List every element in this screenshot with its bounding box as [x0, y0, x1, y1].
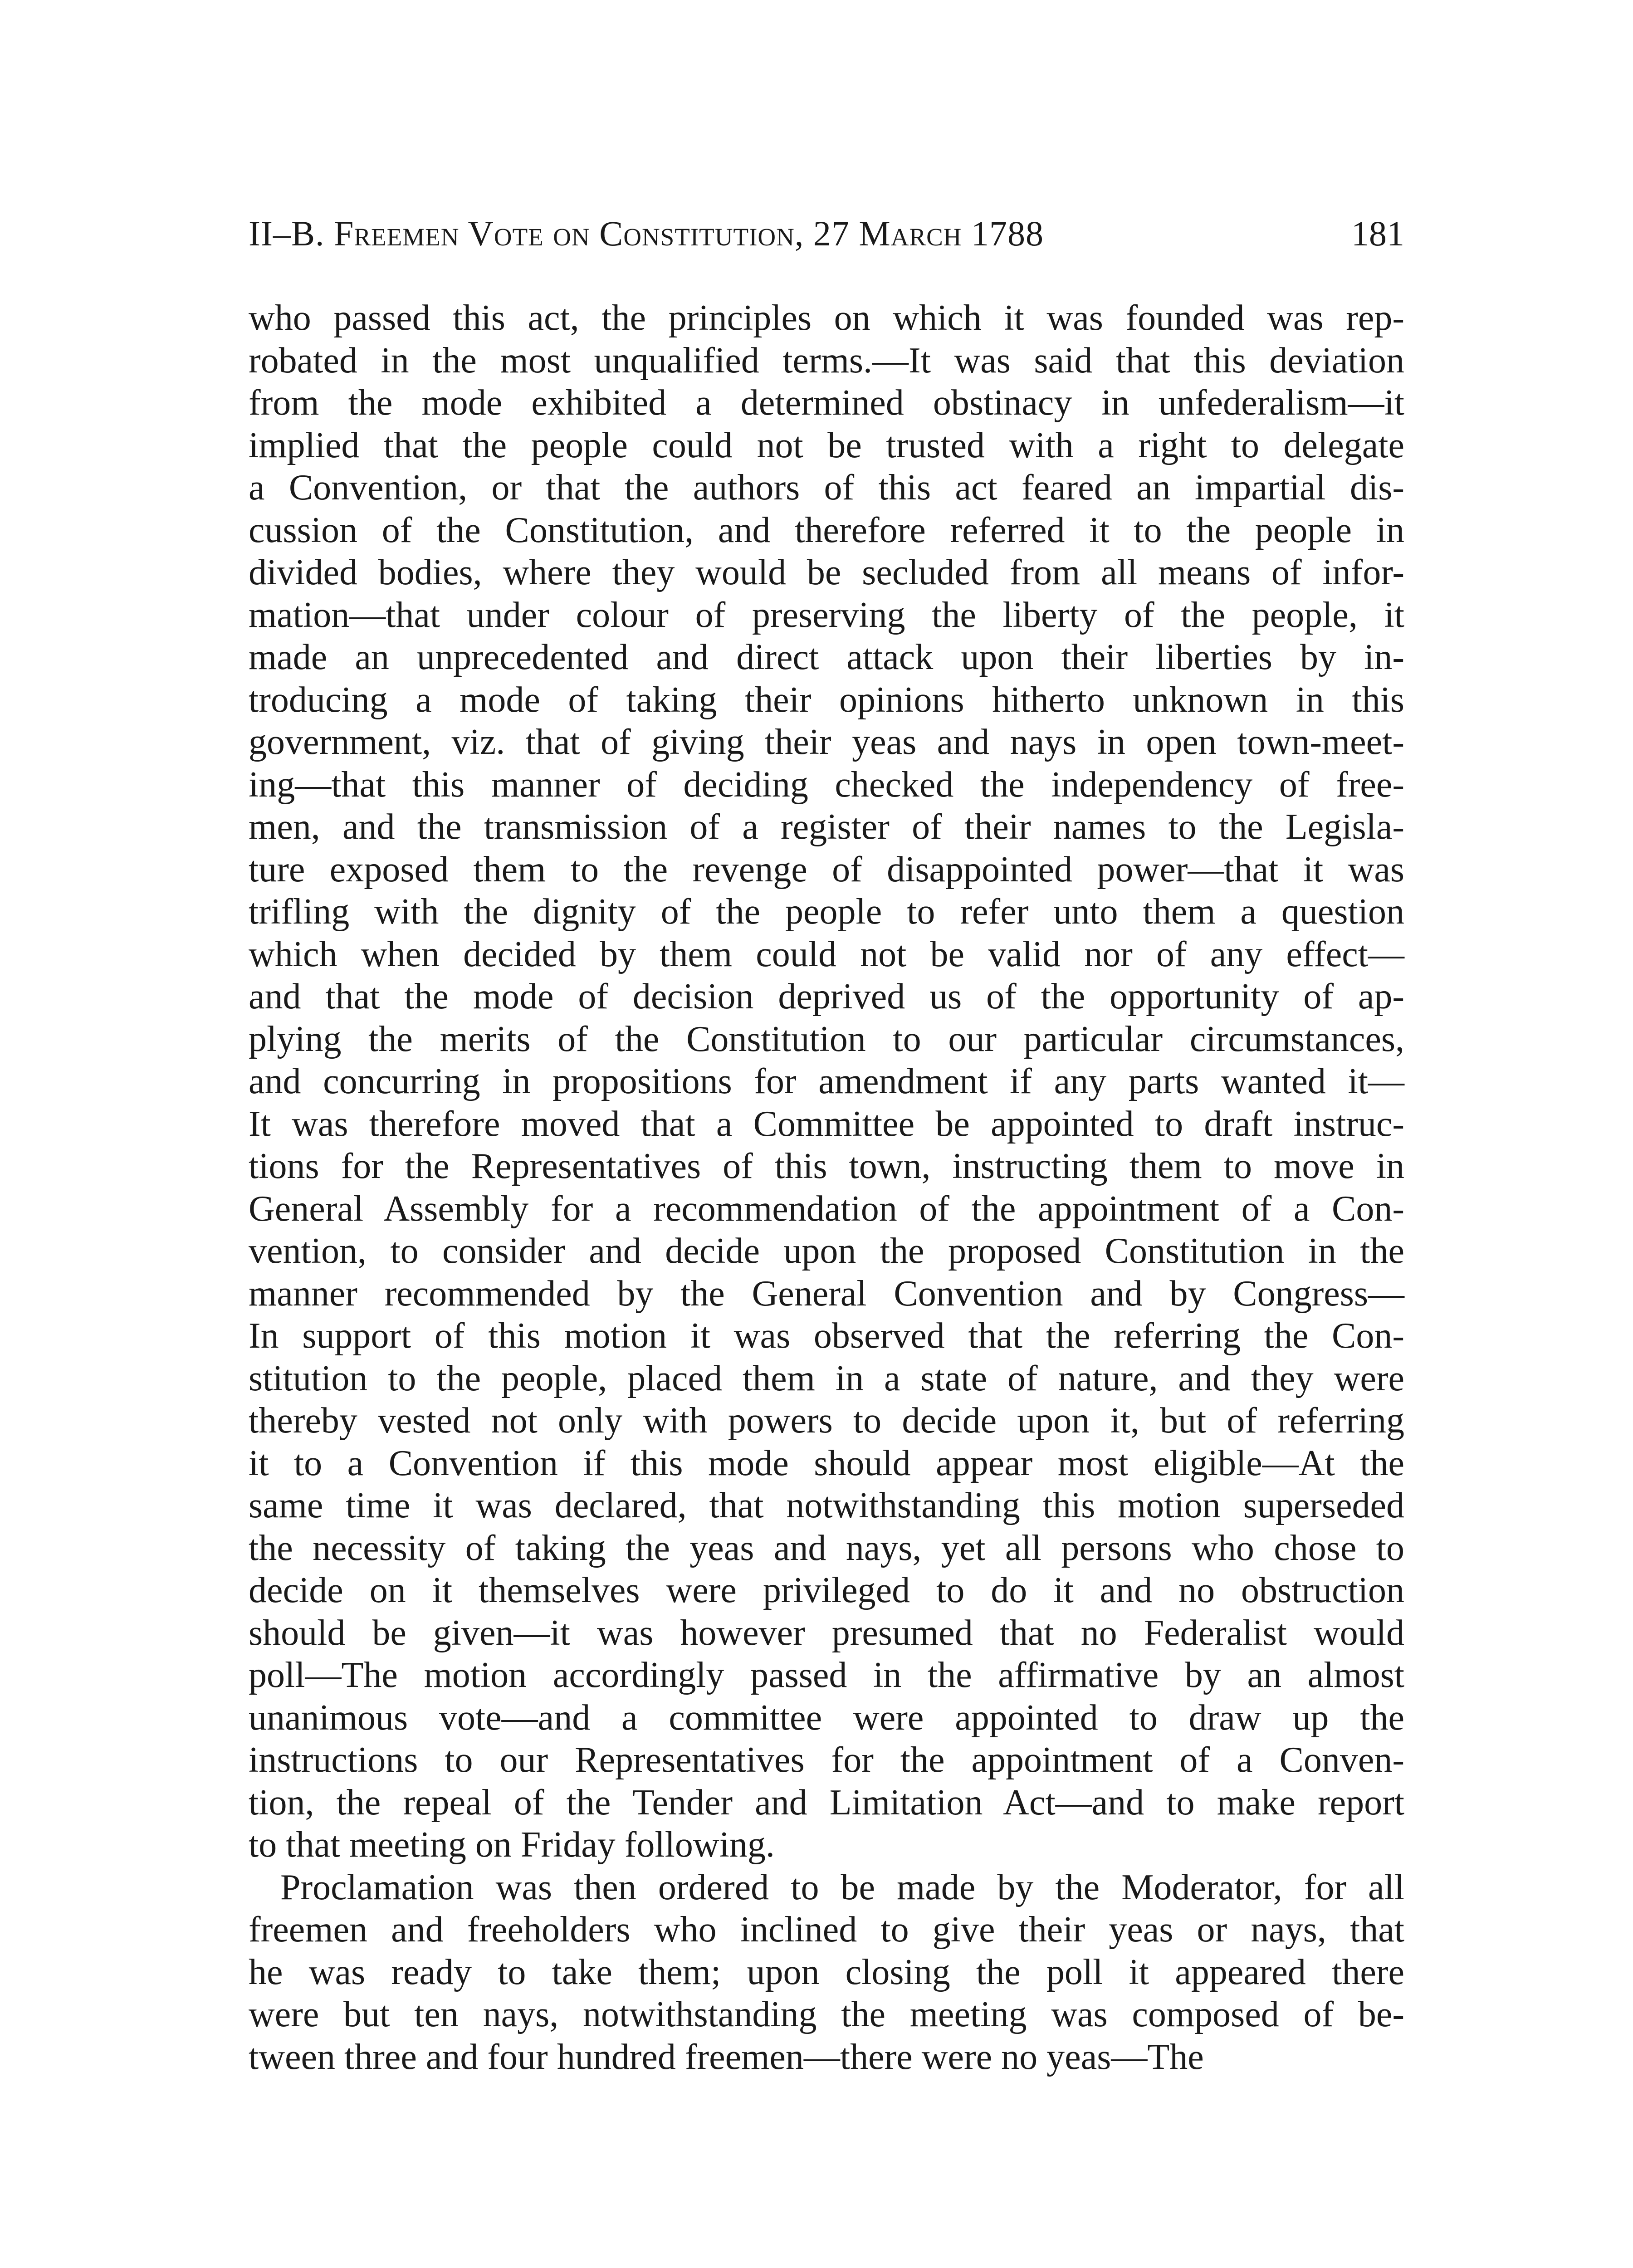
text-line: thereby vested not only with powers to decide upon it, but of referring [249, 1401, 1404, 1441]
text-line: which when decided by them could not be valid nor of any effect— [249, 934, 1404, 974]
text-line: he was ready to take them; upon closing the poll it appeared there [249, 1952, 1404, 1992]
text-line: to that meeting on Friday following. [249, 1825, 775, 1865]
paragraph [249, 297, 1404, 1867]
text-line: General Assembly for a recommendation of the appointment of a Con- [249, 1188, 1404, 1229]
text-line: made an unprecedented and direct attack upon their liberties by in- [249, 637, 1404, 677]
text-line: a Convention, or that the authors of this act feared an impartial dis- [249, 468, 1404, 508]
text-line: ture exposed them to the revenge of disappointed power—that it was [249, 849, 1404, 890]
text-line: stitution to the people, placed them in a state of nature, and they were [249, 1358, 1404, 1398]
running-head-title: II–B. Freemen Vote on Constitution, 27 March 1788 [249, 214, 1044, 253]
text-line: Proclamation was then ordered to be made by the Moderator, for all [280, 1867, 1404, 1907]
text-line: it to a Convention if this mode should appear most eligible—At the [249, 1443, 1404, 1483]
text-line: men, and the transmission of a register of their names to the Legisla- [249, 807, 1404, 847]
text-line: tween three and four hundred freemen—there were no yeas—The [249, 2037, 1204, 2077]
running-head [249, 213, 1404, 268]
text-line: freemen and freeholders who inclined to give their yeas or nays, that [249, 1910, 1404, 1950]
text-line: from the mode exhibited a determined obstinacy in unfederalism—it [249, 383, 1404, 423]
text-line: manner recommended by the General Convention and by Congress— [249, 1273, 1404, 1314]
text-line: plying the merits of the Constitution to our particular circumstances, [249, 1019, 1404, 1059]
paragraph [249, 1867, 1404, 2079]
text-line: and that the mode of decision deprived us of the opportunity of ap- [249, 977, 1404, 1017]
text-line: tion, the repeal of the Tender and Limitation Act—and to make report [249, 1782, 1404, 1823]
text-line: unanimous vote—and a committee were appointed to draw up the [249, 1697, 1404, 1738]
text-line: vention, to consider and decide upon the proposed Constitution in the [249, 1231, 1404, 1271]
text-line: divided bodies, where they would be secluded from all means of infor- [249, 552, 1404, 592]
text-line: the necessity of taking the yeas and nays, yet all persons who chose to [249, 1528, 1404, 1568]
text-line: robated in the most unqualified terms.—It was said that this deviation [249, 340, 1404, 381]
text-line: troducing a mode of taking their opinions hitherto unknown in this [249, 679, 1404, 720]
text-line: It was therefore moved that a Committee be appointed to draft instruc- [249, 1104, 1404, 1144]
text-line: implied that the people could not be trusted with a right to delegate [249, 425, 1404, 465]
text-line: who passed this act, the principles on which it was founded was rep- [249, 298, 1404, 338]
text-line: mation—that under colour of preserving the liberty of the people, it [249, 595, 1404, 635]
text-line: were but ten nays, notwithstanding the meeting was composed of be- [249, 1994, 1404, 2034]
text-line: instructions to our Representatives for the appointment of a Conven- [249, 1740, 1404, 1780]
text-line: same time it was declared, that notwithstanding this motion superseded [249, 1486, 1404, 1525]
text-line: poll—The motion accordingly passed in the affirmative by an almost [249, 1655, 1404, 1695]
text-line: tions for the Representatives of this town, instructing them to move in [249, 1146, 1404, 1186]
text-line: government, viz. that of giving their yeas and nays in open town-meet- [249, 722, 1404, 762]
text-line: ing—that this manner of deciding checked the independency of free- [249, 764, 1404, 805]
page-number: 181 [1351, 214, 1404, 253]
text-line: decide on it themselves were privileged to do it and no obstruction [249, 1570, 1404, 1610]
text-line: trifling with the dignity of the people to refer unto them a question [249, 892, 1404, 932]
body-text [249, 297, 1404, 2078]
text-line: and concurring in propositions for amendment if any parts wanted it— [249, 1061, 1404, 1101]
text-line: cussion of the Constitution, and therefore referred it to the people in [249, 510, 1404, 550]
text-line: In support of this motion it was observed that the referring the Con- [249, 1316, 1404, 1356]
text-line: should be given—it was however presumed that no Federalist would [249, 1613, 1404, 1653]
